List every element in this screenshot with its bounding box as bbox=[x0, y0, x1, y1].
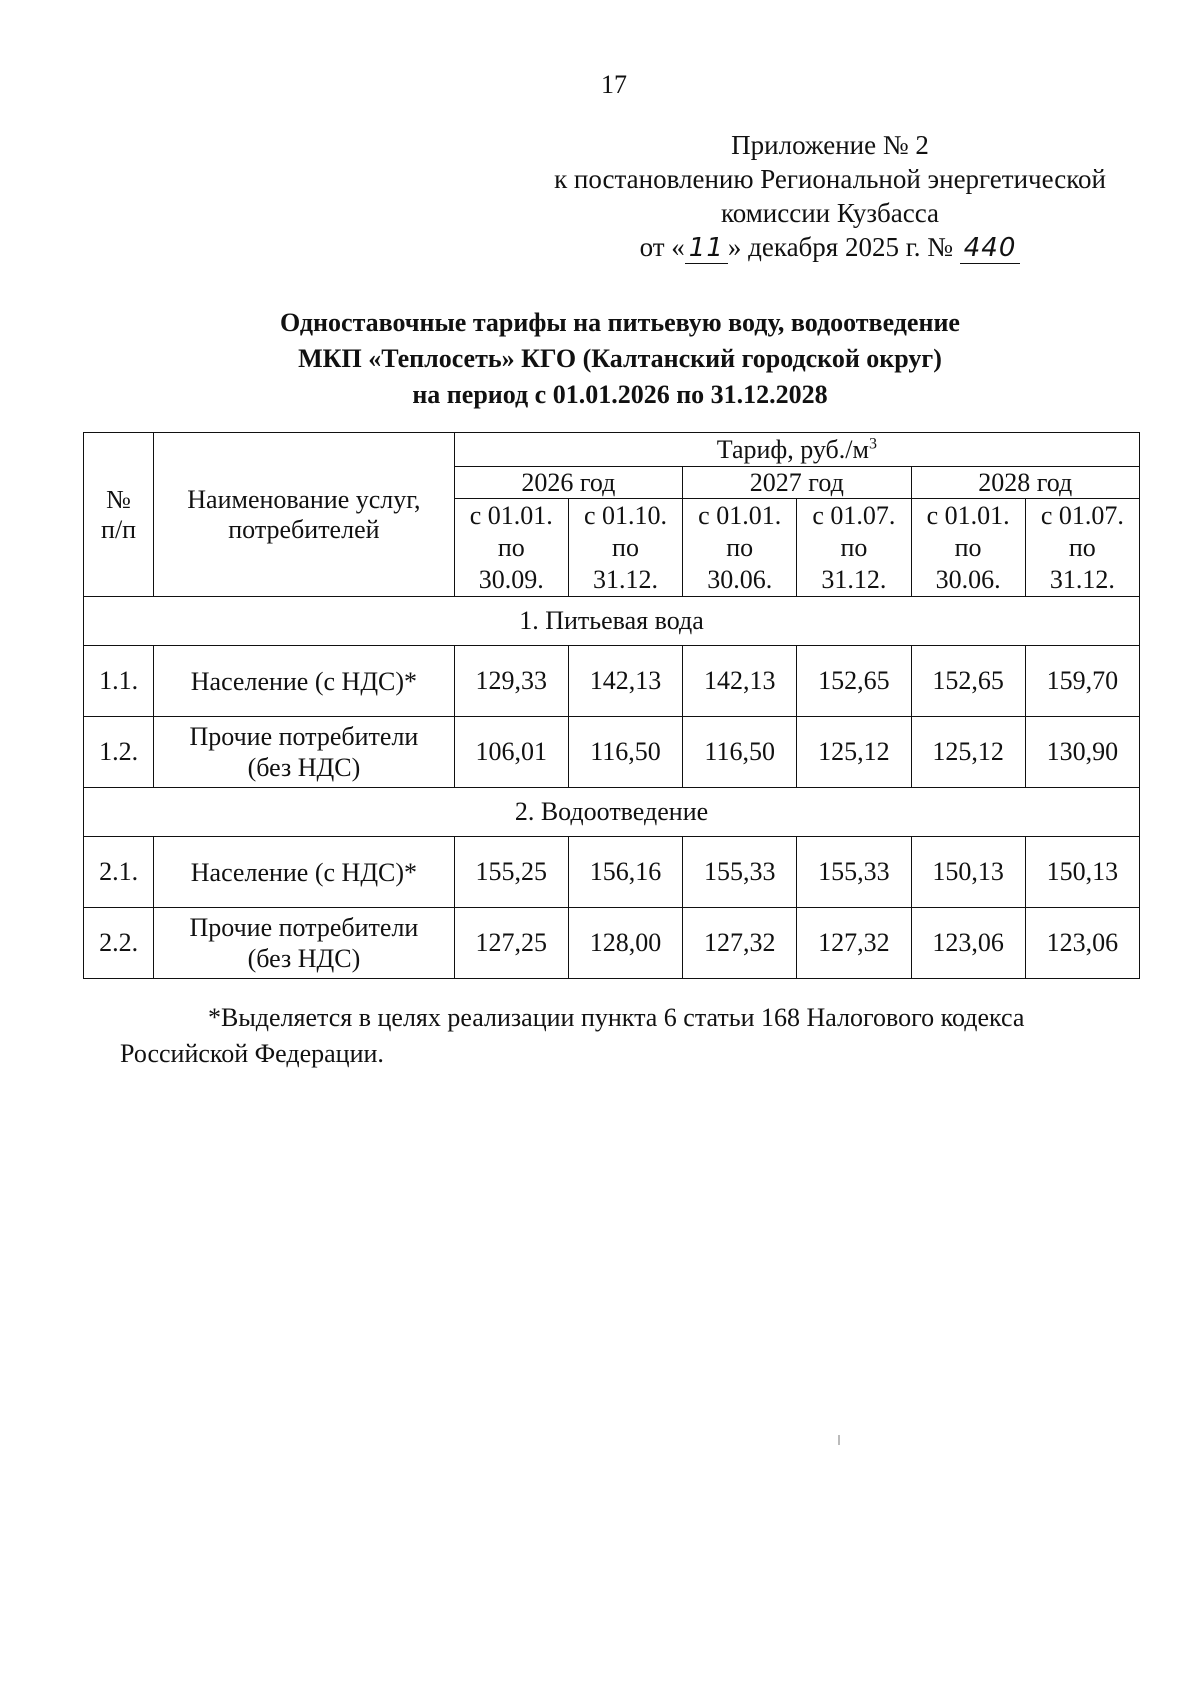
tariff-value: 150,13 bbox=[911, 837, 1025, 908]
date-mid: » декабря 2025 г. № bbox=[727, 232, 960, 262]
tariff-value: 155,25 bbox=[454, 837, 568, 908]
header-period bbox=[454, 499, 568, 597]
row-name bbox=[154, 717, 455, 788]
header-num-line-1: № bbox=[106, 484, 131, 514]
period-to: 31.12. bbox=[1049, 564, 1115, 594]
period-mid: по bbox=[497, 532, 525, 562]
tariff-value: 152,65 bbox=[911, 646, 1025, 717]
period-from: с 01.07. bbox=[1040, 500, 1124, 530]
section-row bbox=[84, 788, 1140, 837]
tariff-value: 128,00 bbox=[568, 908, 682, 979]
tariff-value: 159,70 bbox=[1025, 646, 1139, 717]
tariff-value: 125,12 bbox=[797, 717, 911, 788]
tariff-value: 142,13 bbox=[568, 646, 682, 717]
appendix-header bbox=[520, 128, 1140, 265]
tariff-label: Тариф, руб./м bbox=[716, 434, 869, 464]
header-period bbox=[1025, 499, 1139, 597]
table-row bbox=[84, 908, 1140, 979]
row-name-line-1: Население (с НДС)* bbox=[190, 666, 418, 696]
row-number: 2.2. bbox=[84, 908, 154, 979]
table-row bbox=[84, 646, 1140, 717]
header-num bbox=[84, 433, 154, 597]
section-row bbox=[84, 597, 1140, 646]
header-name-line-1: Наименование услуг, bbox=[187, 484, 421, 514]
page-number: 17 bbox=[601, 70, 627, 99]
header-year: 2028 год bbox=[911, 467, 1140, 499]
period-to: 30.09. bbox=[478, 564, 544, 594]
period-mid: по bbox=[1068, 532, 1096, 562]
table-row bbox=[84, 717, 1140, 788]
tariff-value: 129,33 bbox=[454, 646, 568, 717]
period-to: 31.12. bbox=[821, 564, 887, 594]
scan-speck bbox=[838, 1435, 840, 1445]
row-name-line-1: Население (с НДС)* bbox=[190, 857, 418, 887]
tariff-value: 127,25 bbox=[454, 908, 568, 979]
tariff-value: 123,06 bbox=[911, 908, 1025, 979]
row-name-line-2: (без НДС) bbox=[247, 753, 361, 782]
tariff-value: 152,65 bbox=[797, 646, 911, 717]
period-mid: по bbox=[840, 532, 868, 562]
period-from: с 01.01. bbox=[698, 500, 782, 530]
appendix-line-2: к постановлению Региональной энергетической bbox=[554, 164, 1106, 194]
section-title: 1. Питьевая вода bbox=[84, 597, 1140, 646]
header-tariff bbox=[454, 433, 1139, 467]
period-from: с 01.01. bbox=[469, 500, 553, 530]
tariff-value: 127,32 bbox=[683, 908, 797, 979]
tariff-value: 127,32 bbox=[797, 908, 911, 979]
header-period bbox=[683, 499, 797, 597]
row-name-line-2: (без НДС) bbox=[247, 944, 361, 973]
period-from: с 01.01. bbox=[926, 500, 1010, 530]
period-from: с 01.10. bbox=[583, 500, 668, 530]
header-period bbox=[797, 499, 911, 597]
title-line-1: Одноставочные тарифы на питьевую воду, водоотведение bbox=[280, 308, 960, 337]
date-prefix: от « bbox=[639, 232, 685, 262]
period-mid: по bbox=[954, 532, 982, 562]
tariff-value: 155,33 bbox=[797, 837, 911, 908]
tariff-value: 116,50 bbox=[568, 717, 682, 788]
tariff-value: 150,13 bbox=[1025, 837, 1139, 908]
tariff-value: 155,33 bbox=[683, 837, 797, 908]
tariff-value: 125,12 bbox=[911, 717, 1025, 788]
header-year: 2026 год bbox=[454, 467, 682, 499]
row-name-line-1: Прочие потребители bbox=[189, 913, 419, 942]
tariff-table bbox=[83, 432, 1140, 979]
tariff-exponent: 3 bbox=[868, 434, 877, 452]
row-name bbox=[154, 837, 455, 908]
row-number: 1.2. bbox=[84, 717, 154, 788]
header-name-line-2: потребителей bbox=[228, 514, 380, 544]
tariff-value: 116,50 bbox=[683, 717, 797, 788]
title-line-3: на период с 01.01.2026 по 31.12.2028 bbox=[412, 380, 828, 409]
row-name-line-1: Прочие потребители bbox=[189, 722, 419, 751]
section-title: 2. Водоотведение bbox=[84, 788, 1140, 837]
period-mid: по bbox=[612, 532, 639, 562]
document-title bbox=[120, 305, 1120, 413]
title-line-2: МКП «Теплосеть» КГО (Калтанский городской округ) bbox=[298, 344, 942, 373]
row-name bbox=[154, 646, 455, 717]
header-num-line-2: п/п bbox=[101, 514, 137, 544]
handwritten-day: 11 bbox=[685, 233, 728, 264]
header-row-tariff bbox=[84, 433, 1140, 467]
handwritten-number: 440 bbox=[960, 233, 1021, 264]
period-from: с 01.07. bbox=[812, 500, 896, 530]
tariff-value: 156,16 bbox=[568, 837, 682, 908]
period-to: 30.06. bbox=[707, 564, 773, 594]
header-name bbox=[154, 433, 455, 597]
tariff-value: 106,01 bbox=[454, 717, 568, 788]
period-mid: по bbox=[726, 532, 754, 562]
appendix-line-1: Приложение № 2 bbox=[731, 130, 929, 160]
appendix-date-line bbox=[520, 230, 1140, 265]
period-to: 30.06. bbox=[935, 564, 1001, 594]
row-name bbox=[154, 908, 455, 979]
row-number: 2.1. bbox=[84, 837, 154, 908]
tariff-value: 130,90 bbox=[1025, 717, 1139, 788]
tariff-value: 123,06 bbox=[1025, 908, 1139, 979]
header-period bbox=[911, 499, 1025, 597]
table-row bbox=[84, 837, 1140, 908]
row-number: 1.1. bbox=[84, 646, 154, 717]
period-to: 31.12. bbox=[592, 564, 658, 594]
tariff-value: 142,13 bbox=[683, 646, 797, 717]
header-year: 2027 год bbox=[683, 467, 911, 499]
header-period bbox=[568, 499, 682, 597]
appendix-line-3: комиссии Кузбасса bbox=[720, 198, 940, 228]
footnote: *Выделяется в целях реализации пункта 6 статьи 168 Налогового кодекса Российской Федерации. bbox=[120, 1003, 1025, 1068]
